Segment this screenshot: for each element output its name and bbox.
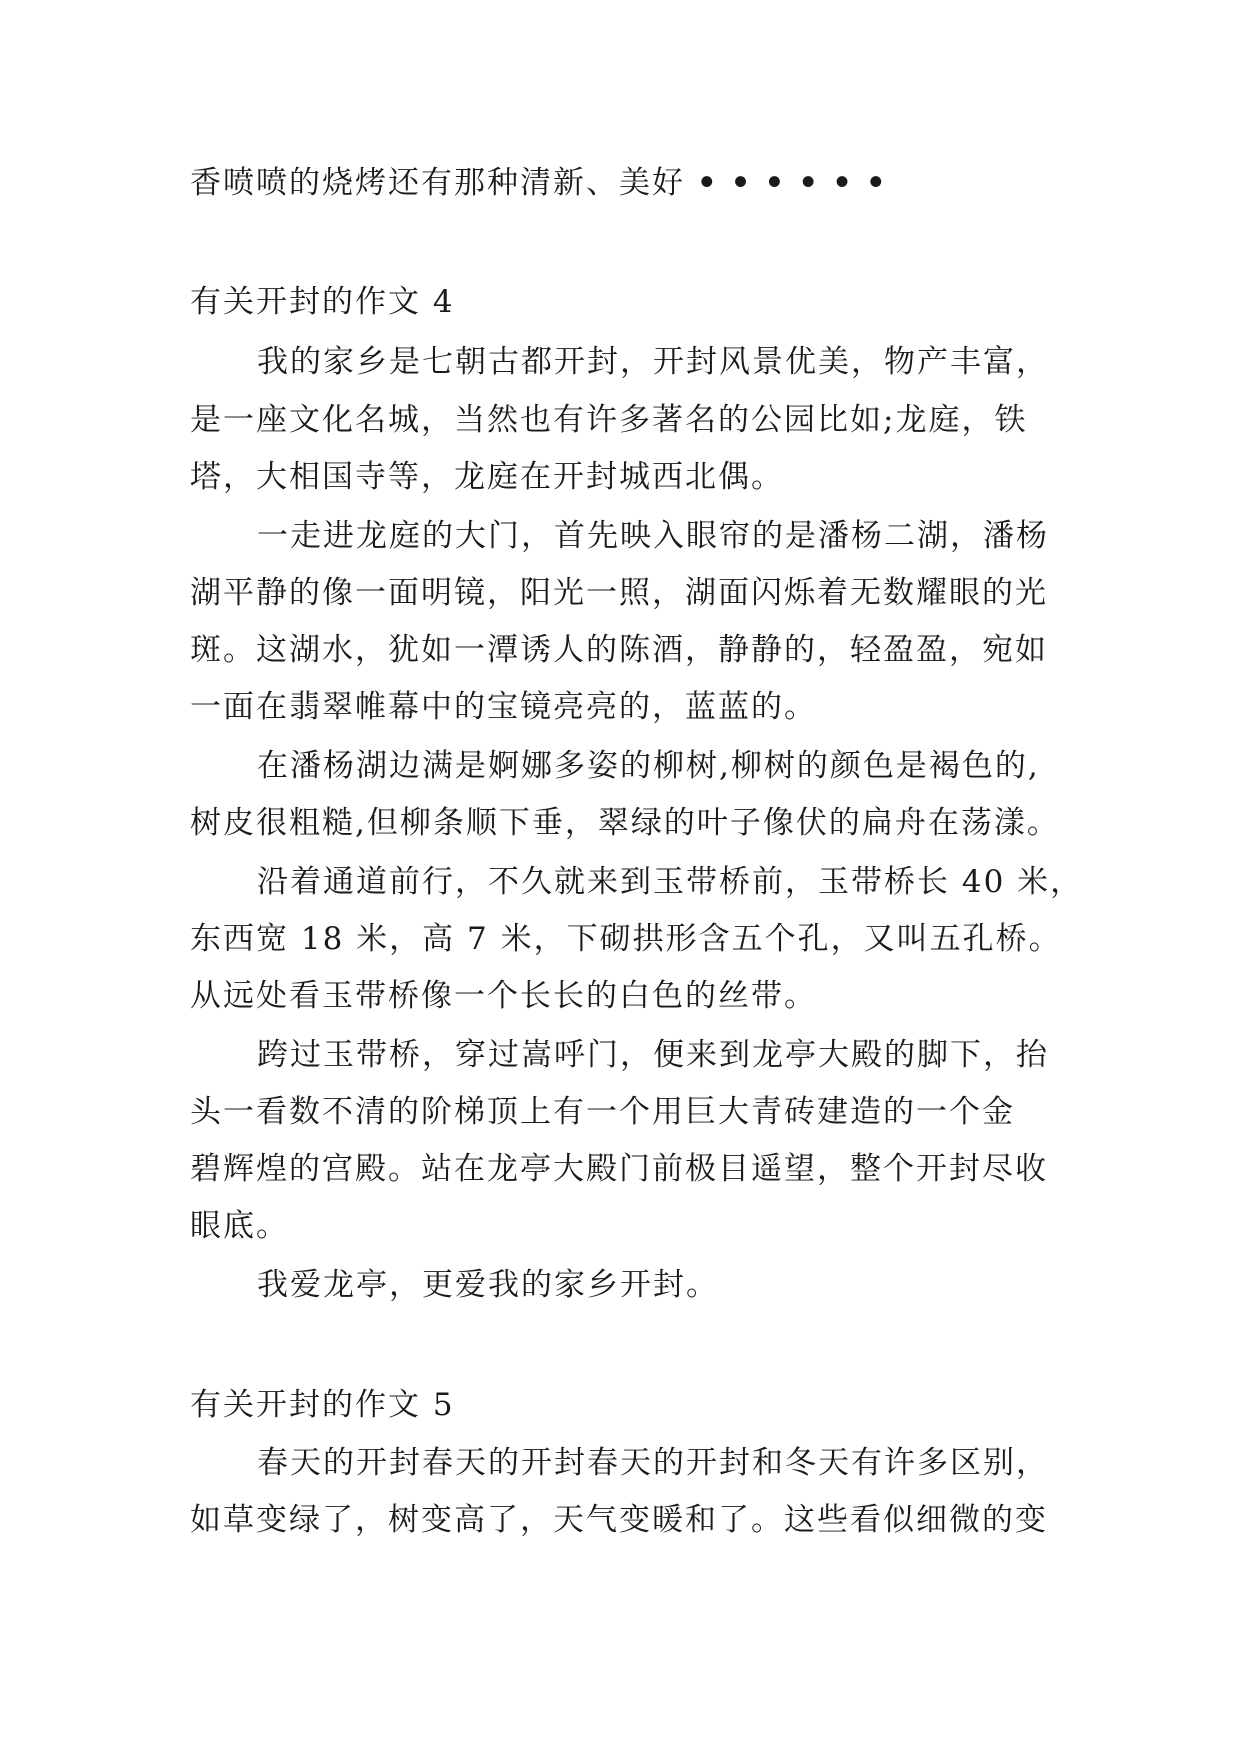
essay-4-paragraph-line: 沿着通道前行，不久就来到玉带桥前，玉带桥长 40 米， — [257, 864, 1084, 900]
essay-4-paragraph-line: 碧辉煌的宫殿。站在龙亭大殿门前极目遥望，整个开封尽收 — [190, 1151, 1048, 1187]
essay-4-paragraph-line: 从远处看玉带桥像一个长长的白色的丝带。 — [190, 978, 817, 1014]
intro-tail-text: 香喷喷的烧烤还有那种清新、美好 — [190, 165, 685, 201]
essay-4-paragraph-line: 东西宽 18 米，高 7 米，下砌拱形含五个孔，又叫五孔桥。 — [190, 921, 1062, 957]
essay-4-paragraph-line: 我的家乡是七朝古都开封，开封风景优美，物产丰富， — [257, 344, 1049, 380]
essay-4-paragraph-line: 跨过玉带桥，穿过嵩呼门，便来到龙亭大殿的脚下，抬 — [257, 1037, 1049, 1073]
essay-5-heading: 有关开封的作文 5 — [190, 1387, 455, 1423]
essay-5-paragraph-line: 春天的开封春天的开封春天的开封和冬天有许多区别， — [257, 1445, 1049, 1481]
essay-4-paragraph-line: 头一看数不清的阶梯顶上有一个用巨大青砖建造的一个金 — [190, 1094, 1015, 1130]
essay-4-paragraph-line: 斑。这湖水，犹如一潭诱人的陈酒，静静的，轻盈盈，宛如 — [190, 632, 1048, 668]
essay-4-paragraph-line: 是一座文化名城，当然也有许多著名的公园比如;龙庭，铁 — [190, 402, 1028, 438]
essay-4-paragraph-line: 眼底。 — [190, 1208, 289, 1244]
intro-tail-line — [190, 163, 900, 203]
ellipsis-dots: •••••• — [696, 165, 900, 201]
essay-4-paragraph-line: 塔，大相国寺等，龙庭在开封城西北偶。 — [190, 459, 784, 495]
essay-4-paragraph-line: 一面在翡翠帷幕中的宝镜亮亮的，蓝蓝的。 — [190, 689, 817, 725]
essay-4-paragraph-line: 在潘杨湖边满是婀娜多姿的柳树,柳树的颜色是褐色的, — [257, 748, 1040, 784]
essay-4-paragraph-line: 湖平静的像一面明镜，阳光一照，湖面闪烁着无数耀眼的光 — [190, 575, 1048, 611]
essay-5-paragraph-line: 如草变绿了，树变高了，天气变暖和了。这些看似细微的变 — [190, 1502, 1048, 1538]
essay-4-heading: 有关开封的作文 4 — [190, 284, 455, 320]
essay-4-paragraph-line: 我爱龙亭，更爱我的家乡开封。 — [257, 1267, 719, 1303]
essay-4-paragraph-line: 一走进龙庭的大门，首先映入眼帘的是潘杨二湖，潘杨 — [257, 518, 1049, 554]
essay-4-paragraph-line: 树皮很粗糙,但柳条顺下垂，翠绿的叶子像伏的扁舟在荡漾。 — [190, 805, 1060, 841]
